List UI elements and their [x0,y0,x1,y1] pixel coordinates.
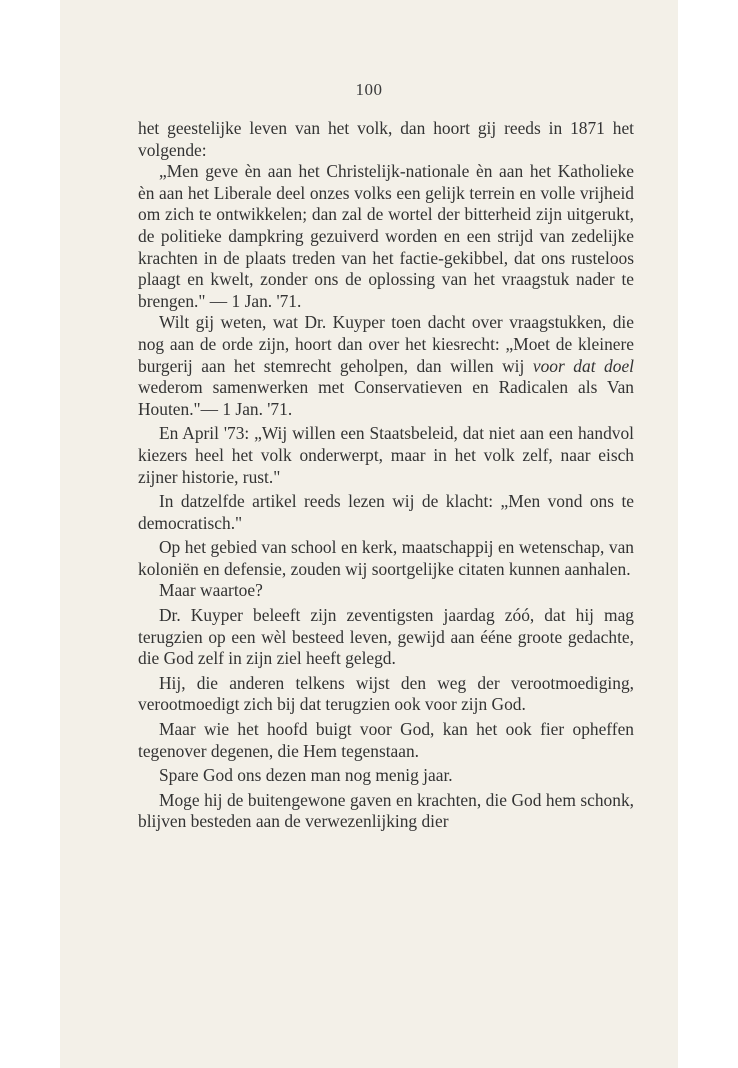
paragraph-kiesrecht-italic: voor dat doel [532,355,634,376]
paragraph-zeventigsten: Dr. Kuyper beleeft zijn zeventigsten jaardag zóó, dat hij mag terugzien op een wèl besteed leven, gewijd aan ééne groote gedachte, die God zelf in zijn ziel heeft gelegd. [138,605,634,669]
paragraph-waartoe: Maar waartoe? [159,580,263,601]
paragraph-klacht: In datzelfde artikel reeds lezen wij de klacht: „Men vond ons te democratisch." [138,491,634,533]
paragraph-hoofd-buigt: Maar wie het hoofd buigt voor God, kan het ook fier opheffen tegenover degenen, die Hem tegenstaan. [138,719,634,761]
book-page [60,0,678,1068]
paragraph-moge-hij: Moge hij de buitengewone gaven en krachten, die God hem schonk, blijven besteden aan de verwezenlijking dier [138,789,634,832]
paragraph-verootmoediging: Hij, die anderen telkens wijst den weg der verootmoediging, verootmoedigt zich bij dat terugzien ook voor zijn God. [138,672,634,715]
paragraph-continuation: het geestelijke leven van het volk, dan hoort gij reeds in 1871 het volgende: [138,118,634,160]
paragraph-kiesrecht-before: Wilt gij weten, wat Dr. Kuyper toen dacht over vraagstukken, die nog aan de orde zijn, hoort dan over het kiesrecht: „Moet de kleinere burgerij aan het stemrecht geholpen, dan willen wij [138,312,634,376]
paragraph-spare-god: Spare God ons dezen man nog menig jaar. [159,765,453,786]
paragraph-kiesrecht [138,312,634,420]
body-text [138,118,634,833]
page-number: 100 [355,80,383,99]
paragraph-kiesrecht-after: wederom samenwerken met Conservatieven en Radicalen als Van Houten."— 1 Jan. '71. [138,377,634,419]
paragraph-quote-1871: „Men geve èn aan het Christelijk-nationale èn aan het Katholieke èn aan het Liberale deel onzes volks een gelijk terrein en volle vrijheid om zich te ontwikkelen; dan zal de wortel der bitterheid zijn uitgerukt, de politieke dampkring gezuiverd worden en een strijd van zedelijke krachten in de plaats treden van het factie-gekibbel, dat ons rusteloos plaagt en kwelt, zonder ons de oplossing van het vraagstuk nader te brengen." — 1 Jan. '71. [138,161,634,311]
paragraph-school-kerk: Op het gebied van school en kerk, maatschappij en wetenschap, van koloniën en defensie, zouden wij soortgelijke citaten kunnen aanhalen. [138,537,634,579]
paragraph-april-73: En April '73: „Wij willen een Staatsbeleid, dat niet aan een handvol kiezers heel het volk onderwerpt, maar in het volk zelf, naar eisch zijner historie, rust." [138,423,634,487]
